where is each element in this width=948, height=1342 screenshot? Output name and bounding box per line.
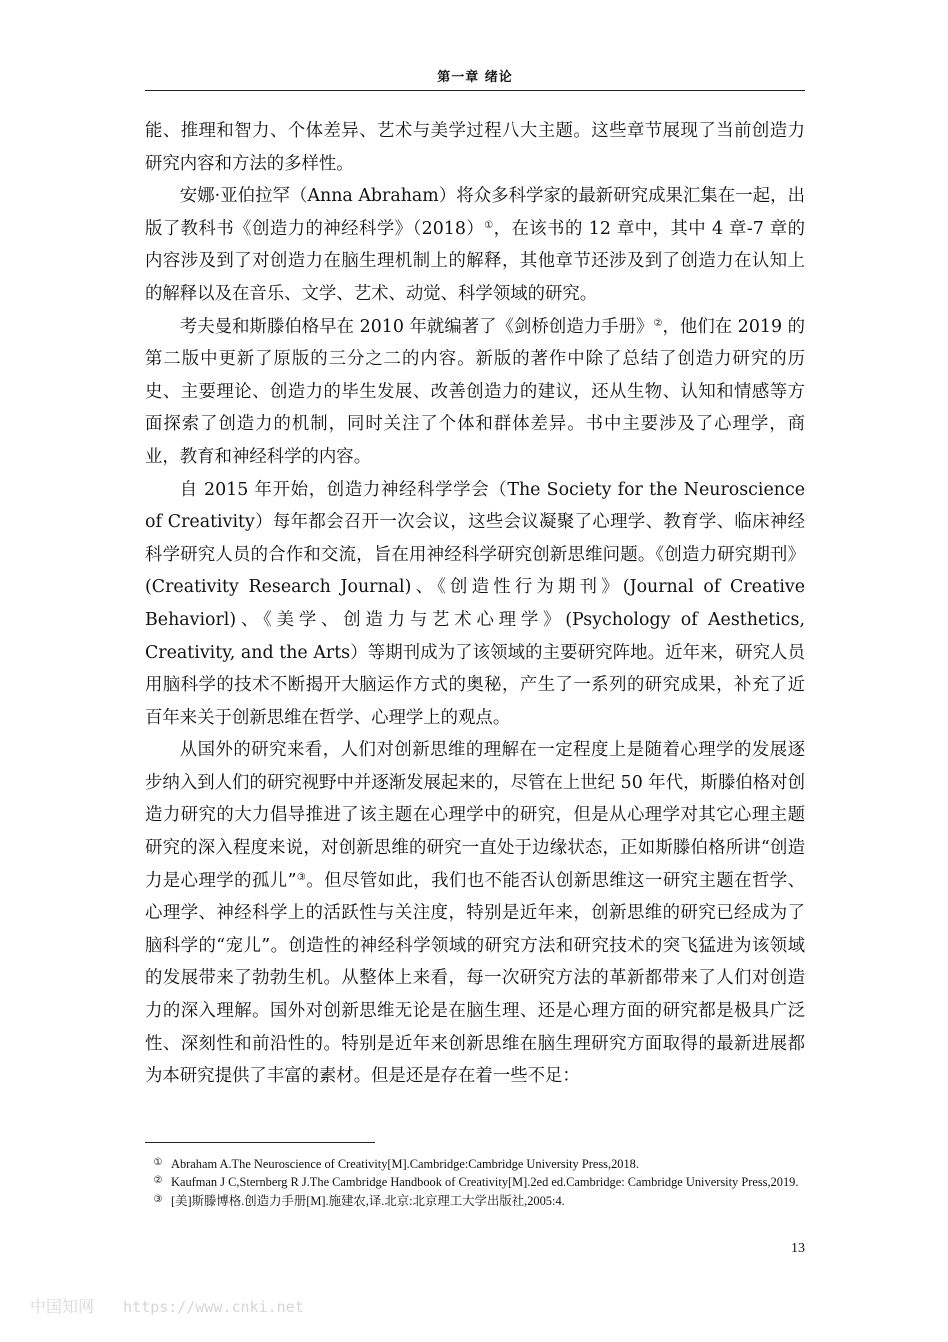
- paragraph-1: 能、推理和智力、个体差异、艺术与美学过程八大主题。这些章节展现了当前创造力研究内容和方法的多样性。: [145, 121, 805, 174]
- footnote-mark: ②: [153, 1175, 163, 1187]
- footnote-mark: ③: [153, 1193, 163, 1205]
- header-rule: [145, 90, 805, 91]
- watermark-logo-text: 中国知网: [30, 1297, 95, 1316]
- paragraph-3: 考夫曼和斯滕伯格早在 2010 年就编著了《剑桥创造力手册》②，他们在 2019 的第二版中更新了原版的三分之二的内容。新版的著作中除了总结了创造力研究的历史、主要理论、创造力的毕生发展、改善创造力的建议，还从生物、认知和情感等方面探索了创造力的机制，同时关注了个体和群体差异。书中主要涉及了心理学，商业，教育和神经科学的内容。: [145, 316, 805, 467]
- footnote-2: ② Kaufman J C,Sternberg R J.The Cambridge Handbook of Creativity[M].2ed ed.Cambridge: Cambridge University Press,2019.: [145, 1173, 805, 1190]
- footnote-1: ① Abraham A.The Neuroscience of Creativity[M].Cambridge:Cambridge University Press,2018.: [145, 1155, 805, 1172]
- footnote-ref-2[interactable]: ②: [653, 317, 663, 329]
- footnote-rule: [145, 1142, 375, 1143]
- paragraph-4: 自 2015 年开始，创造力神经科学学会（The Society for the Neuroscience of Creativity）每年都会召开一次会议，这些会议凝聚了心理学、教育学、临床神经科学研究人员的合作和交流，旨在用神经科学研究创新思维问题。《创造力研究期刊》(Creativity Research Journal)、《创造性行为期刊》(Journal of Creative Behaviorl)、《美学、创造力与艺术心理学》(Psychology of Aesthetics, Creativity, and the Arts）等期刊成为了该领域的主要研究阵地。近年来，研究人员用脑科学的技术不断揭开大脑运作方式的奥秘，产生了一系列的研究成果，补充了近百年来关于创新思维在哲学、心理学上的观点。: [145, 479, 805, 728]
- watermark-url: https://www.cnki.net: [123, 1298, 304, 1316]
- paragraph-5: 从国外的研究来看，人们对创新思维的理解在一定程度上是随着心理学的发展逐步纳入到人们的研究视野中并逐渐发展起来的，尽管在上世纪 50 年代，斯滕伯格对创造力研究的大力倡导推进了该主题在心理学中的研究，但是从心理学对其它心理主题研究的深入程度来说，对创新思维的研究一直处于边缘状态，正如斯滕伯格所讲“创造力是心理学的孤儿”③。但尽管如此，我们也不能否认创新思维这一研究主题在哲学、心理学、神经科学上的活跃性与关注度，特别是近年来，创新思维的研究已经成为了脑科学的“宠儿”。创造性的神经科学领域的研究方法和研究技术的突飞猛进为该领域的发展带来了勃勃生机。从整体上来看，每一次研究方法的革新都带来了人们对创造力的深入理解。国外对创新思维无论是在脑生理、还是心理方面的研究都是极具广泛性、深刻性和前沿性的。特别是近年来创新思维在脑生理研究方面取得的最新进展都为本研究提供了丰富的素材。但是还是存在着一些不足：: [145, 740, 805, 1087]
- footnote-ref-1[interactable]: ①: [484, 219, 494, 231]
- footnotes: [145, 1155, 805, 1210]
- page-number: 13: [791, 1241, 805, 1256]
- watermark: [30, 1294, 304, 1317]
- footnote-3: ③ [美]斯滕博格.创造力手册[M].施建农,译.北京:北京理工大学出版社,2005:4.: [145, 1192, 805, 1209]
- body-text: [145, 115, 805, 1093]
- paragraph-2: 安娜·亚伯拉罕（Anna Abraham）将众多科学家的最新研究成果汇集在一起，出版了教科书《创造力的神经科学》（2018）①，在该书的 12 章中，其中 4 章-7 章的内容涉及到了对创造力在脑生理机制上的解释，其他章节还涉及到了创造力在认知上的解释以及在音乐、文学、艺术、动觉、科学领域的研究。: [145, 186, 806, 304]
- running-header: 第一章 绪论: [437, 70, 513, 85]
- footnote-ref-3[interactable]: ③: [296, 871, 307, 883]
- footnote-mark: ①: [153, 1157, 163, 1168]
